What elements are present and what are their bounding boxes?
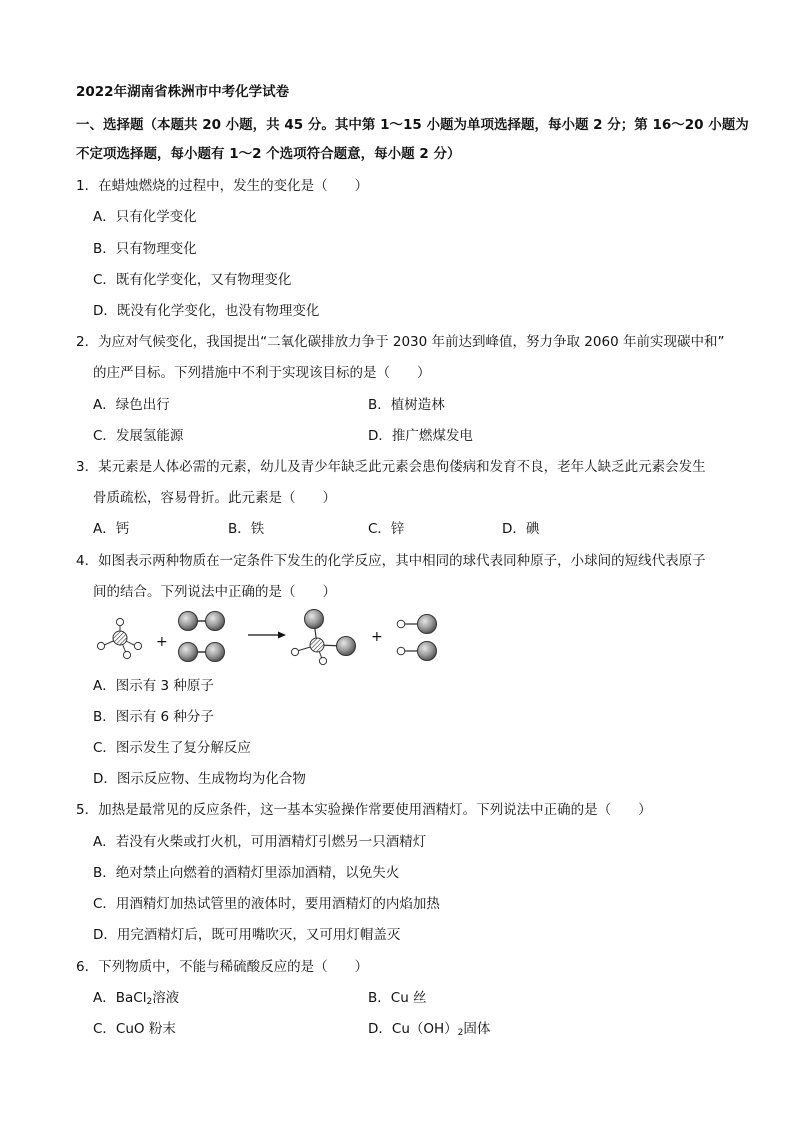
- section-heading-line-2: 不定项选择题，每小题有 1～2 个选项符合题意，每小题 2 分）: [76, 146, 461, 162]
- question-2-stem-line-1: 2．为应对气候变化，我国提出“二氧化碳排放力争于 2030 年前达到峰值，努力争取 2060 年前实现碳中和”: [76, 334, 725, 350]
- reactant-molecule-2: [179, 612, 225, 662]
- question-6-option-b: B．Cu 丝: [368, 990, 427, 1006]
- question-5-option-d: D．用完酒精灯后，既可用嘴吹灭，又可用灯帽盖灭: [93, 927, 401, 943]
- question-2-option-b: B．植树造林: [368, 397, 445, 413]
- question-3-option-b: B．铁: [228, 521, 265, 537]
- question-4-option-d: D．图示反应物、生成物均为化合物: [93, 771, 306, 787]
- question-5-stem: 5．加热是最常见的反应条件，这一基本实验操作常要使用酒精灯。下列说法中正确的是（ ）: [76, 802, 652, 818]
- option-d-subscript: 2: [457, 1028, 464, 1038]
- question-2-option-d: D．推广燃煤发电: [368, 428, 473, 444]
- option-d-suffix: 固体: [463, 1021, 491, 1037]
- question-6-stem: 6．下列物质中，不能与稀硫酸反应的是（ ）: [76, 959, 369, 975]
- reactant-molecule-1: [97, 618, 141, 658]
- option-a-suffix: 溶液: [152, 990, 180, 1006]
- question-6-option-a: [93, 989, 179, 1011]
- question-4-option-b: B．图示有 6 种分子: [93, 709, 214, 725]
- option-a-formula: A．BaCl: [93, 990, 147, 1006]
- reaction-arrow-icon: [248, 632, 286, 639]
- question-3-option-a: A．钙: [93, 521, 130, 537]
- question-2-stem-line-2: 的庄严目标。下列措施中不利于实现该目标的是（ ）: [93, 365, 431, 381]
- page-title: 2022年湖南省株洲市中考化学试卷: [76, 84, 290, 100]
- question-5-option-a: A．若没有火柴或打火机，可用酒精灯引燃另一只酒精灯: [93, 834, 427, 850]
- question-4-option-a: A．图示有 3 种原子: [93, 678, 214, 694]
- plus-sign-1: +: [156, 634, 168, 650]
- question-4-stem-line-2: 间的结合。下列说法中正确的是（ ）: [93, 584, 336, 600]
- question-5-option-b: B．绝对禁止向燃着的酒精灯里添加酒精，以免失火: [93, 865, 400, 881]
- option-d-formula: D．Cu（OH）: [368, 1021, 458, 1037]
- question-1-option-c: C．既有化学变化，又有物理变化: [93, 272, 292, 288]
- reaction-diagram: [88, 604, 448, 668]
- question-3-option-c: C．锌: [368, 521, 405, 537]
- option-a-subscript: 2: [146, 997, 153, 1007]
- question-3-stem-line-2: 骨质疏松，容易骨折。此元素是（ ）: [93, 490, 336, 506]
- question-2-option-c: C．发展氢能源: [93, 428, 184, 444]
- question-4-stem-line-1: 4．如图表示两种物质在一定条件下发生的化学反应，其中相同的球代表同种原子，小球间的短线代表原子: [76, 553, 706, 569]
- question-3-option-d: D．碘: [502, 521, 540, 537]
- product-molecule-2: [397, 615, 436, 661]
- question-3-stem-line-1: 3．某元素是人体必需的元素，幼儿及青少年缺乏此元素会患佝偻病和发育不良，老年人缺乏此元素会发生: [76, 459, 706, 475]
- question-1-option-d: D．既没有化学变化，也没有物理变化: [93, 303, 320, 319]
- question-1-option-b: B．只有物理变化: [93, 241, 197, 257]
- section-heading-line-1: 一、选择题（本题共 20 小题，共 45 分。其中第 1～15 小题为单项选择题，每小题 2 分；第 16～20 小题为: [76, 117, 749, 133]
- question-4-option-c: C．图示发生了复分解反应: [93, 740, 251, 756]
- question-1-option-a: A．只有化学变化: [93, 209, 197, 225]
- question-6-option-c: C．CuO 粉末: [93, 1021, 176, 1037]
- question-5-option-c: C．用酒精灯加热试管里的液体时，要用酒精灯的内焰加热: [93, 896, 440, 912]
- question-1-stem: 1．在蜡烛燃烧的过程中，发生的变化是（ ）: [76, 178, 369, 194]
- question-6-option-d: [368, 1020, 490, 1042]
- question-2-option-a: A．绿色出行: [93, 397, 170, 413]
- plus-sign-2: +: [371, 629, 383, 645]
- product-molecule-1: [291, 610, 355, 665]
